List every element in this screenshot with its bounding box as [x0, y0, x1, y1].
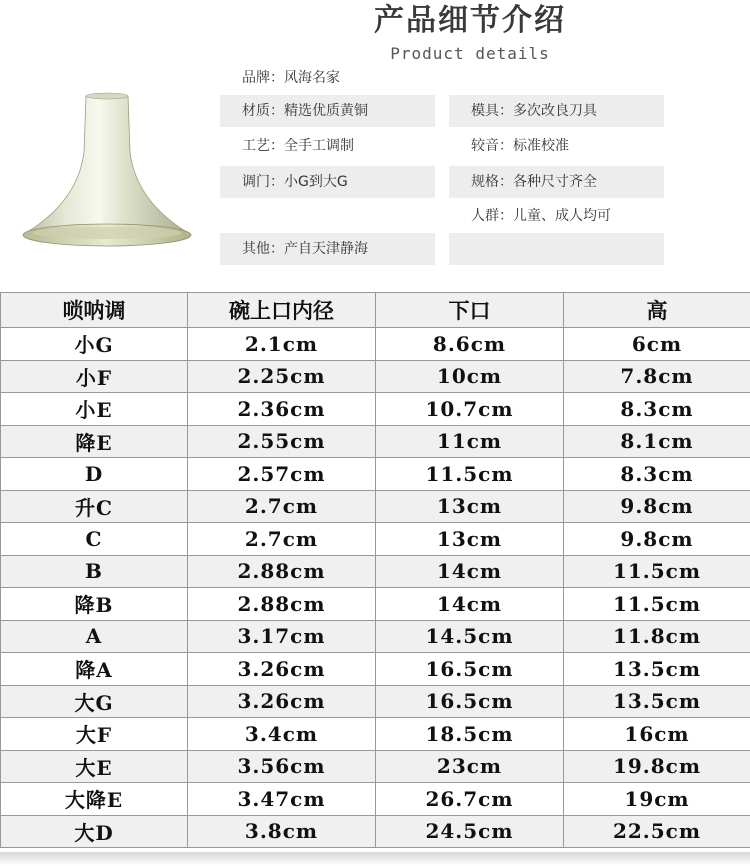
cell-height: 11.8cm [564, 620, 750, 653]
header-bottom-opening: 下口 [376, 293, 564, 328]
cell-bottom-opening: 11.5cm [376, 458, 564, 491]
cell-bottom-opening: 10.7cm [376, 393, 564, 426]
cell-key: 大降E [1, 783, 188, 816]
cell-key: 大D [1, 815, 188, 848]
table-row [1, 555, 750, 588]
spec-material: 材质：精选优质黄铜 [220, 95, 435, 127]
page-title: 产品细节介绍 [374, 3, 566, 38]
cell-bowl-inner-diameter: 3.56cm [188, 750, 376, 783]
header-bowl-inner-diameter: 碗上口内径 [188, 293, 376, 328]
cell-height: 6cm [564, 328, 750, 361]
cell-height: 8.3cm [564, 393, 750, 426]
cell-height: 9.8cm [564, 523, 750, 556]
table-row [1, 458, 750, 491]
cell-bottom-opening: 16.5cm [376, 685, 564, 718]
cell-key: 大G [1, 685, 188, 718]
spec-craft: 工艺：全手工调制 [242, 138, 354, 154]
cell-height: 8.3cm [564, 458, 750, 491]
cell-height: 13.5cm [564, 685, 750, 718]
cell-key: 降A [1, 653, 188, 686]
cell-bowl-inner-diameter: 3.26cm [188, 653, 376, 686]
page-subtitle: Product details [390, 44, 550, 63]
cell-height: 19.8cm [564, 750, 750, 783]
spec-brand: 品牌：风海名家 [242, 70, 340, 86]
cell-bottom-opening: 14cm [376, 588, 564, 621]
cell-bottom-opening: 26.7cm [376, 783, 564, 816]
table-row [1, 523, 750, 556]
cell-key: 降B [1, 588, 188, 621]
cell-bowl-inner-diameter: 2.7cm [188, 490, 376, 523]
cell-key: 小F [1, 360, 188, 393]
cell-bowl-inner-diameter: 2.57cm [188, 458, 376, 491]
spec-audience: 人群：儿童、成人均可 [471, 208, 611, 224]
cell-key: 升C [1, 490, 188, 523]
table-row [1, 718, 750, 751]
cell-bottom-opening: 18.5cm [376, 718, 564, 751]
cell-key: 大E [1, 750, 188, 783]
cell-bowl-inner-diameter: 3.17cm [188, 620, 376, 653]
cell-bowl-inner-diameter: 2.88cm [188, 555, 376, 588]
cell-height: 9.8cm [564, 490, 750, 523]
cell-bottom-opening: 8.6cm [376, 328, 564, 361]
table-row [1, 815, 750, 848]
spec-other: 其他：产自天津静海 [220, 233, 435, 265]
spec-empty-cell [449, 233, 664, 265]
table-row [1, 783, 750, 816]
table-row [1, 328, 750, 361]
table-body [1, 328, 750, 848]
cell-height: 7.8cm [564, 360, 750, 393]
cell-bottom-opening: 11cm [376, 425, 564, 458]
size-table [0, 292, 750, 848]
cell-key: 小E [1, 393, 188, 426]
cell-height: 13.5cm [564, 653, 750, 686]
cell-key: C [1, 523, 188, 556]
cell-key: 降E [1, 425, 188, 458]
table-header-row [1, 293, 750, 328]
cell-bowl-inner-diameter: 2.36cm [188, 393, 376, 426]
table-row [1, 685, 750, 718]
cell-key: D [1, 458, 188, 491]
table-row [1, 360, 750, 393]
cell-bowl-inner-diameter: 3.8cm [188, 815, 376, 848]
table-row [1, 653, 750, 686]
cell-bowl-inner-diameter: 2.1cm [188, 328, 376, 361]
cell-bottom-opening: 10cm [376, 360, 564, 393]
cell-key: 小G [1, 328, 188, 361]
table-row [1, 490, 750, 523]
cell-key: B [1, 555, 188, 588]
cell-bottom-opening: 13cm [376, 490, 564, 523]
table-row [1, 750, 750, 783]
table-row [1, 393, 750, 426]
cell-bowl-inner-diameter: 2.88cm [188, 588, 376, 621]
cell-bowl-inner-diameter: 2.7cm [188, 523, 376, 556]
cell-bowl-inner-diameter: 3.4cm [188, 718, 376, 751]
cell-bowl-inner-diameter: 3.47cm [188, 783, 376, 816]
cell-bowl-inner-diameter: 2.55cm [188, 425, 376, 458]
cell-key: A [1, 620, 188, 653]
spec-size: 规格：各种尺寸齐全 [449, 166, 664, 198]
cell-bowl-inner-diameter: 3.26cm [188, 685, 376, 718]
cell-height: 22.5cm [564, 815, 750, 848]
spec-key: 调门：小G到大G [220, 166, 435, 198]
spec-mold: 模具：多次改良刀具 [449, 95, 664, 127]
cell-bowl-inner-diameter: 2.25cm [188, 360, 376, 393]
cell-bottom-opening: 16.5cm [376, 653, 564, 686]
cell-height: 11.5cm [564, 588, 750, 621]
table-row [1, 588, 750, 621]
cell-height: 11.5cm [564, 555, 750, 588]
cell-height: 16cm [564, 718, 750, 751]
spec-tuning: 较音：标准校准 [471, 138, 569, 154]
cell-bottom-opening: 13cm [376, 523, 564, 556]
header-key: 唢呐调 [1, 293, 188, 328]
cell-height: 8.1cm [564, 425, 750, 458]
cell-height: 19cm [564, 783, 750, 816]
cell-bottom-opening: 24.5cm [376, 815, 564, 848]
page-header [0, 0, 750, 70]
size-table-container [0, 292, 750, 852]
suona-bell-image [18, 92, 196, 257]
header-height: 高 [564, 293, 750, 328]
table-row [1, 620, 750, 653]
cell-bottom-opening: 14.5cm [376, 620, 564, 653]
cell-key: 大F [1, 718, 188, 751]
bottom-shadow [0, 852, 750, 866]
table-row [1, 425, 750, 458]
cell-bottom-opening: 23cm [376, 750, 564, 783]
cell-bottom-opening: 14cm [376, 555, 564, 588]
